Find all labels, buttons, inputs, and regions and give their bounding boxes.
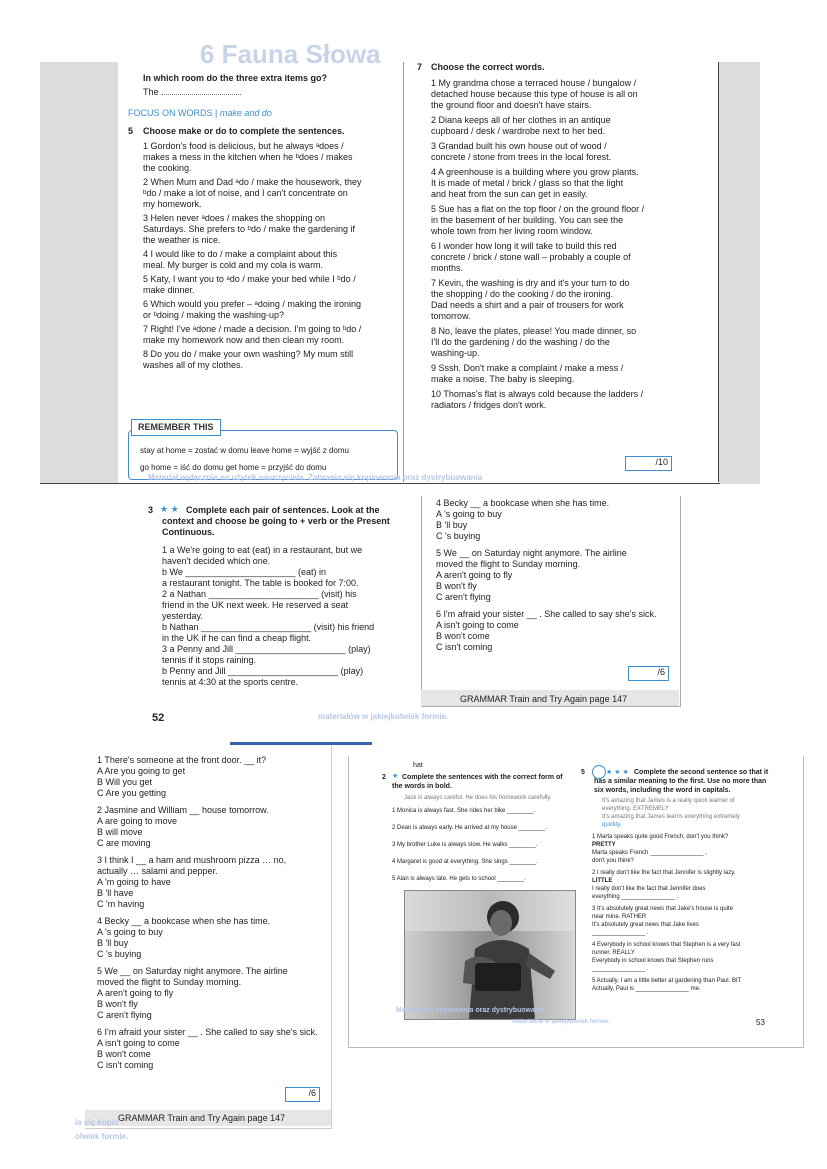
br-ex5-line[interactable]: everything ________________ . — [592, 894, 679, 900]
ex5-line[interactable]: washes all of my clothes. — [143, 360, 244, 370]
ex5-line[interactable]: 6 Which would you prefer – ᵃdoing / making the ironing — [143, 299, 361, 309]
ex7-line[interactable]: 5 Sue has a flat on the top floor / on the ground floor / — [431, 204, 645, 214]
mc-line[interactable]: 6 I'm afraid your sister __ . She called to say she's sick. — [436, 609, 657, 619]
br-ex5-line[interactable]: It's absolutely great news that Jake lives — [592, 922, 699, 928]
ex3-line[interactable]: a restaurant tonight. The table is booked for 7:00. — [162, 578, 359, 588]
ex7-line[interactable]: months. — [431, 263, 464, 273]
ex5-line[interactable]: or ᵇdoing / making the washing-up? — [143, 310, 284, 320]
ex3-stars: ★ ★ — [160, 504, 179, 514]
mc-line[interactable]: A aren't going to fly — [97, 988, 174, 998]
mc-line[interactable]: 4 Becky __ a bookcase when she has time. — [97, 916, 271, 926]
br-ex5-line[interactable]: quickly. — [602, 822, 622, 828]
br-ex5-instruction-line: six words, including the word in capitals. — [594, 787, 731, 794]
ex3-instruction-line: Complete each pair of sentences. Look at the — [186, 505, 380, 515]
br-ex5-line[interactable]: It's amazing that James learns everything extremely — [602, 814, 740, 820]
mc-line[interactable]: 5 We __ on Saturday night anymore. The airline — [436, 548, 627, 558]
mc-line[interactable]: 6 I'm afraid your sister __ . She called to say she's sick. — [97, 1027, 318, 1037]
ex7-line[interactable]: It is made of metal / brick / glass so that the light — [431, 178, 624, 188]
ex7-line[interactable]: concrete / brick / stone wall – probably a couple of — [431, 252, 631, 262]
ex3-line[interactable]: 1 a We're going to eat (eat) in a restaurant, but we — [162, 545, 363, 555]
br-ex5-line[interactable]: don't you think? — [592, 858, 634, 864]
br-ex2-line[interactable]: 2 Dean is always early. He arrived at my house ________. — [392, 825, 547, 831]
ex3-line[interactable]: yesterday. — [162, 611, 203, 621]
ex5-line[interactable]: the weather is nice. — [143, 235, 221, 245]
student-photo — [404, 890, 576, 1020]
mc-line[interactable]: A isn't going to come — [436, 620, 519, 630]
mc-line[interactable]: B won't come — [436, 631, 490, 641]
br-ex5-line[interactable]: 5 Actually, I am a little better at gardening than Paul. BIT — [592, 978, 742, 984]
ex5-line[interactable]: 8 Do you do / make your own washing? My mum still — [143, 349, 354, 359]
ex7-number: 7 — [417, 62, 423, 72]
br-ex5-line[interactable]: everything. EXTREMELY — [602, 806, 669, 812]
ex5-line[interactable]: 4 I would like to do / make a complaint about this — [143, 249, 338, 259]
bottom-right-watermark: Ma ania się kopiowania oraz dystrybuowania — [396, 1007, 545, 1014]
br-ex2-line[interactable]: 5 Alan is always late. He gets to school ________. — [392, 876, 526, 882]
question-text: In which room do the three extra items go? — [143, 73, 328, 83]
ex5-line[interactable]: Saturdays. She prefers to ᵇdo / make the gardening if — [143, 224, 356, 234]
br-ex5-stars: ★ ★ ★ — [606, 769, 629, 776]
ex7-line[interactable]: in the basement of her building. You can see the — [431, 215, 624, 225]
mc-line[interactable]: moved the flight to Sunday morning. — [436, 559, 581, 569]
ex5-number: 5 — [128, 126, 134, 136]
br-ex2-star: ★ — [392, 773, 399, 780]
mc-line[interactable]: C are moving — [97, 838, 151, 848]
mc-line[interactable]: A 's going to buy — [97, 927, 163, 937]
br-ex2-line[interactable]: 1 Monica is always fast. She rides her bike ________. — [392, 808, 536, 814]
mc-line[interactable]: 2 Jasmine and William __ house tomorrow. — [97, 805, 269, 815]
remember-line-1: stay at home = zostać w domu leave home = wyjść z domu — [140, 446, 349, 455]
mc-line[interactable]: moved the flight to Sunday morning. — [97, 977, 242, 987]
br-ex2-line[interactable]: 3 My brother Luke is always slow. He walks ________. — [392, 842, 538, 848]
br-ex5-line[interactable]: 2 I really don't like the fact that Jennifer is slightly lazy. — [592, 870, 736, 876]
remember-title: REMEMBER THIS — [131, 419, 221, 436]
ex7-line[interactable]: the ground floor and doesn't have stairs. — [431, 100, 592, 110]
answer-blank[interactable] — [161, 86, 241, 95]
br-ex2-instruction — [392, 773, 563, 791]
center-divider — [403, 62, 404, 482]
mc-line[interactable]: 3 I think I __ a ham and mushroom pizza … no, — [97, 855, 287, 865]
middle-watermark: materiałów w jakiejkolwiek formie. — [318, 712, 449, 721]
br-ex5-line[interactable]: It's amazing that James is a really quick learner of — [602, 798, 735, 804]
page-number-52: 52 — [152, 712, 165, 724]
ex5-line[interactable]: make dinner. — [143, 285, 195, 295]
ex3-line[interactable]: 3 a Penny and Jill ______________________ (play) — [162, 644, 371, 654]
br-ex5-line[interactable]: ________________ . — [592, 930, 649, 936]
answer-line — [143, 86, 241, 98]
ex5-line[interactable]: meal. My burger is cold and my cola is warm. — [143, 260, 324, 270]
mc-line[interactable]: 1 There's someone at the front door. __ it? — [97, 755, 267, 765]
ex7-line[interactable]: whole town from her living room window. — [431, 226, 593, 236]
ex3-line[interactable]: friend in the UK next week. He reserved a seat — [162, 600, 349, 610]
ex5-line[interactable]: my homework. — [143, 199, 202, 209]
ex3-line[interactable]: in the UK if he can find a cheap flight. — [162, 633, 312, 643]
focus-separator: | — [215, 108, 220, 118]
mc-line[interactable]: A 'm going to have — [97, 877, 171, 887]
ex7-line[interactable]: radiators / fridges don't work. — [431, 400, 547, 410]
br-ex5-line[interactable]: near mine. RATHER — [592, 914, 647, 920]
br-ex5-line[interactable]: LITTLE — [592, 878, 613, 884]
unit-header-title: 6 Fauna Słowa — [200, 39, 381, 69]
ex3-line[interactable]: 2 a Nathan ______________________ (visit) his — [162, 589, 357, 599]
bottom-right-watermark-2: materiałów w jakiejkolwiek formie. — [512, 1019, 610, 1025]
br-ex5-instruction-line: has a similar meaning to the first. Use no more than — [594, 778, 767, 785]
ex7-line[interactable]: concrete / stone from trees in the local forest. — [431, 152, 612, 162]
ex3-line[interactable]: b We ______________________ (eat) in — [162, 567, 326, 577]
mc-line[interactable]: B 'll have — [97, 888, 134, 898]
ex3-instruction-line: Continuous. — [162, 527, 215, 537]
ex7-line[interactable]: 4 A greenhouse is a building where you grow plants. — [431, 167, 639, 177]
br-ex5-line[interactable]: 1 Marta speaks quite good French, don't you think? — [592, 834, 729, 840]
ex7-instruction: Choose the correct words. — [431, 62, 545, 72]
mc-line[interactable]: B Will you get — [97, 777, 153, 787]
br-ex2-number: 2 — [382, 774, 386, 781]
ex7-line[interactable]: 2 Diana keeps all of her clothes in an antique — [431, 115, 611, 125]
br-ex5-line[interactable]: Marta speaks French ________________ , — [592, 850, 707, 856]
ex5-line[interactable]: 1 Gordon's food is delicious, but he always ᵃdoes / — [143, 141, 344, 151]
br-ex5-line[interactable]: 3 It's absolutely great news that Jake's house is quite — [592, 906, 734, 912]
mc-line[interactable]: A Are you going to get — [97, 766, 186, 776]
running-boy-illustration — [405, 891, 575, 1019]
mc-line[interactable]: C aren't flying — [436, 592, 491, 602]
ex5-line[interactable]: the cooking. — [143, 163, 192, 173]
br-ex2-line[interactable]: 4 Margaret is good at everything. She sings ________. — [392, 859, 538, 865]
ex5-line[interactable]: make my homework now and then clean my room. — [143, 335, 345, 345]
ex3-instruction-line: context and choose be going to + verb or the Present — [162, 516, 390, 526]
br-ex5-line[interactable]: runner. REALLY — [592, 950, 635, 956]
answer-prefix: The — [143, 87, 159, 97]
ex7-line[interactable]: Dad needs a shirt and a pair of trousers for work — [431, 300, 624, 310]
mc-line[interactable]: A 's going to buy — [436, 509, 502, 519]
middle-right-list — [436, 498, 657, 653]
mc-line[interactable]: 5 We __ on Saturday night anymore. The airline — [97, 966, 288, 976]
bottom-left-watermark-1: ia się kopio — [75, 1118, 119, 1127]
ex3-line[interactable]: haven't decided which one. — [162, 556, 271, 566]
focus-on-words-heading — [128, 108, 272, 119]
ex3-number: 3 — [148, 505, 154, 515]
mc-line[interactable]: B won't come — [97, 1049, 151, 1059]
focus-topic: make and do — [219, 108, 272, 118]
br-ex2-line[interactable]: Jack is always careful. He does his homework carefully. — [404, 795, 552, 801]
mc-line[interactable]: A isn't going to come — [97, 1038, 180, 1048]
ex7-line[interactable]: and heat from the sun can get in easily. — [431, 189, 588, 199]
ex3-line[interactable]: tennis if it stops raining. — [162, 655, 257, 665]
bottom-left-watermark-2: olwiek formie. — [75, 1132, 129, 1141]
mc-line[interactable]: A aren't going to fly — [436, 570, 513, 580]
ex7-line[interactable]: 6 I wonder how long it will take to build this red — [431, 241, 617, 251]
middle-score-box: /6 — [628, 666, 669, 681]
ex3-line[interactable]: b Nathan ______________________ (visit) his friend — [162, 622, 375, 632]
br-ex2-instruction-line: the words in bold. — [392, 783, 452, 790]
mc-line[interactable]: C aren't flying — [97, 1010, 152, 1020]
br-ex5-number: 5 — [581, 769, 585, 776]
left-gray-margin — [40, 62, 118, 484]
ex7-line[interactable]: 10 Thomas's flat is always cold because the ladders / — [431, 389, 644, 399]
ex5-instruction: Choose make or do to complete the sentences. — [143, 126, 345, 136]
br-ex2-list — [392, 794, 552, 883]
right-divider — [718, 62, 719, 482]
mc-line[interactable]: B 'll buy — [97, 938, 129, 948]
ex7-line[interactable]: the shopping / do the cooking / do the ironing. — [431, 289, 614, 299]
ex7-line[interactable]: 9 Sssh. Don't make a complaint / make a mess / — [431, 363, 624, 373]
ex7-line[interactable]: detached house because this type of house is all on — [431, 89, 638, 99]
right-gray-strip — [718, 62, 760, 484]
remember-line-2: go home = iść do domu get home = przyjść do domu — [140, 463, 327, 472]
br-ex5-line[interactable]: Everybody in school knows that Stephen runs — [592, 958, 714, 964]
mc-line[interactable]: B will move — [97, 827, 143, 837]
ex3-instruction — [162, 505, 390, 538]
middle-footer-text: GRAMMAR Train and Try Again page 147 — [460, 694, 628, 704]
mc-line[interactable]: B 'll buy — [436, 520, 468, 530]
mc-line[interactable]: C isn't coming — [97, 1060, 154, 1070]
bottom-right-top-snippet: hat — [413, 762, 423, 769]
ex7-line[interactable]: make a noise. The baby is sleeping. — [431, 374, 575, 384]
mc-line[interactable]: B won't fly — [436, 581, 477, 591]
ex3-list — [162, 545, 374, 688]
ex5-list — [143, 141, 361, 371]
br-ex5-line[interactable]: Actually, Paul is ________________ me. — [592, 986, 701, 992]
ex5-line[interactable]: 7 Right! I've ᵃdone / made a decision. I'm going to ᵇdo / — [143, 324, 362, 334]
ex7-line[interactable]: tomorrow. — [431, 311, 471, 321]
br-ex5-line[interactable]: PRETTY — [592, 842, 616, 848]
ex7-list — [431, 78, 644, 411]
bottom-left-footer-text: GRAMMAR Train and Try Again page 147 — [118, 1113, 286, 1123]
bottom-left-score-box: /6 — [285, 1087, 320, 1102]
br-ex5-line[interactable]: ________________ . — [592, 966, 649, 972]
bottom-divider — [40, 483, 720, 484]
ex5-line[interactable]: makes a mess in the kitchen when he ᵇdoes / makes — [143, 152, 353, 162]
ex5-line[interactable]: 5 Katy, I want you to ᵃdo / make your bed while I ᵇdo / — [143, 274, 356, 284]
ex5-line[interactable]: ᵇdo / make a lot of noise, and I can't concentrate on — [143, 188, 348, 198]
ex7-line[interactable]: washing-up. — [431, 348, 480, 358]
ex7-line[interactable]: 8 No, leave the plates, please! You made dinner, so — [431, 326, 637, 336]
mc-line[interactable]: 4 Becky __ a bookcase when she has time. — [436, 498, 610, 508]
ex7-line[interactable]: cupboard / desk / wardrobe next to her bed. — [431, 126, 606, 136]
ex7-line[interactable]: 1 My grandma chose a terraced house / bungalow / — [431, 78, 637, 88]
mc-line[interactable]: C 's buying — [436, 531, 481, 541]
mc-line[interactable]: B won't fly — [97, 999, 138, 1009]
br-ex5-line[interactable]: 4 Everybody in school knows that Stephen is a very fast — [592, 942, 741, 948]
br-ex5-instruction-line: Complete the second sentence so that it — [634, 769, 769, 776]
br-ex5-instruction — [594, 768, 768, 795]
bottom-left-list — [97, 755, 318, 1071]
br-ex2-instruction-line: Complete the sentences with the correct form of — [402, 774, 563, 781]
ex3-line[interactable]: tennis at 4:30 at the sports centre. — [162, 677, 299, 687]
ex7-line[interactable]: I'll do the gardening / do the washing / do the — [431, 337, 610, 347]
mc-line[interactable]: C 'm having — [97, 899, 145, 909]
mc-line[interactable]: actually … salami and pepper. — [97, 866, 218, 876]
ex5-line[interactable]: 2 When Mum and Dad ᵃdo / make the housework, they — [143, 177, 362, 187]
blue-rule — [230, 742, 372, 745]
br-ex5-list — [592, 797, 741, 993]
ex3-line[interactable]: b Penny and Jill ______________________ (play) — [162, 666, 364, 676]
page-number-53: 53 — [756, 1018, 765, 1027]
ex5-line[interactable]: 3 Helen never ᵃdoes / makes the shopping on — [143, 213, 325, 223]
watermark-top: Materiał wyłącznie na użytek nauczyciela. Zabrania się kopiowania oraz dystrybuowania — [148, 473, 483, 482]
ex7-line[interactable]: 7 Kevin, the washing is dry and it's your turn to do — [431, 278, 630, 288]
mc-line[interactable]: C 's buying — [97, 949, 142, 959]
focus-label: FOCUS ON WORDS — [128, 108, 213, 118]
mc-line[interactable]: C Are you getting — [97, 788, 167, 798]
ex7-line[interactable]: 3 Grandad built his own house out of wood / — [431, 141, 607, 151]
br-ex5-line[interactable]: I really don't like the fact that Jennifer does — [592, 886, 706, 892]
ex7-score-box: /10 — [625, 456, 672, 471]
mc-line[interactable]: A are going to move — [97, 816, 178, 826]
mc-line[interactable]: C isn't coming — [436, 642, 493, 652]
